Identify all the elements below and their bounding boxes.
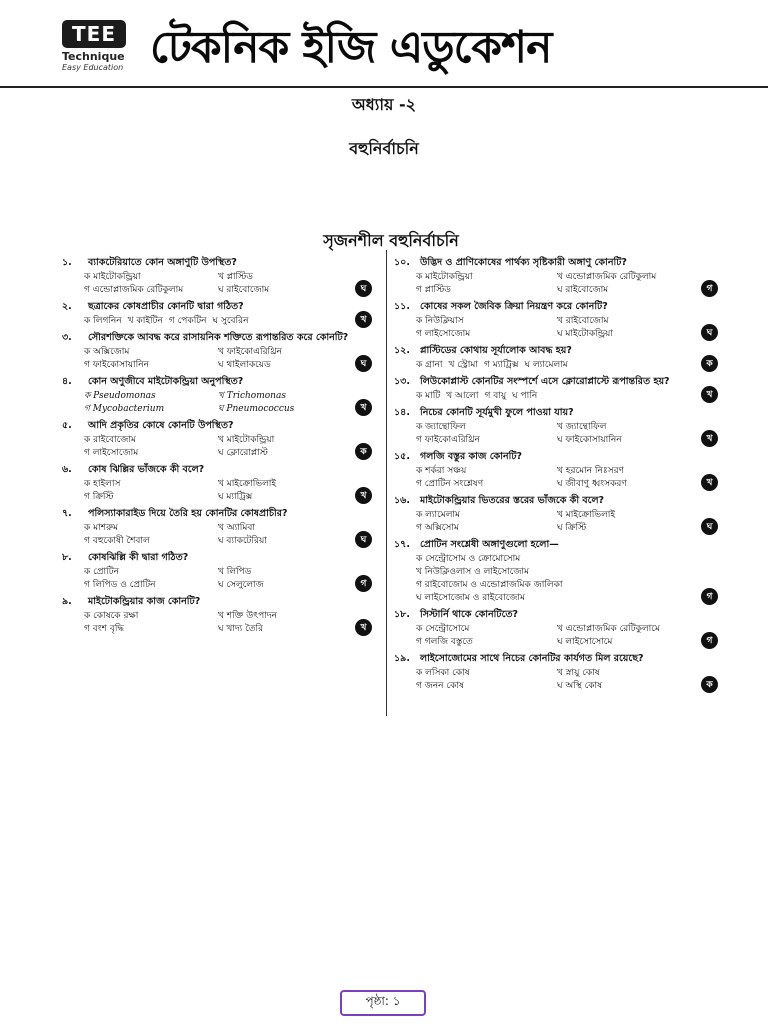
question-stem: কোষের সকল জৈবিক ক্রিয়া নিয়ন্ত্রণ করে কোনটি? <box>420 301 608 312</box>
answer-option[interactable]: গ অক্সিসোম <box>416 523 459 533</box>
answer-option[interactable]: ঘ ল্যামেলাম <box>524 360 568 370</box>
option-list <box>394 390 698 403</box>
answer-option[interactable]: ক লসিকা কোষ <box>416 668 470 678</box>
question-text <box>394 652 698 665</box>
answer-option[interactable]: গ বংশ বৃদ্ধি <box>84 624 125 634</box>
option-list <box>394 623 698 649</box>
answer-option[interactable]: খ মাইক্রোভিলাই <box>218 479 277 489</box>
question-item <box>394 538 720 605</box>
answer-key-badge: ঘ <box>701 324 718 341</box>
question-stem: কোষ ঝিল্লির ভাঁজকে কী বলে? <box>88 464 205 475</box>
question-number: ৯. <box>62 596 72 607</box>
answer-option[interactable]: গ প্রোটিন সংশ্লেষণ <box>416 479 484 489</box>
question-number: ৮. <box>62 552 72 563</box>
answer-option[interactable]: খ ফাইকোএরিথ্রিন <box>218 347 282 357</box>
answer-option[interactable]: খ এন্ডোপ্লাজমিক রেটিকুলাম <box>557 272 657 282</box>
answer-option[interactable]: গ বহুকোষী শৈবাল <box>84 536 150 546</box>
answer-key-badge: গ <box>701 280 718 297</box>
option-list <box>62 434 352 460</box>
answer-option[interactable]: ঘ সুবেরিন <box>212 316 249 326</box>
question-item <box>62 595 374 636</box>
answer-option[interactable]: খ Trichomonas <box>218 391 286 401</box>
answer-key-badge: ঘ <box>355 280 372 297</box>
question-text <box>62 331 352 344</box>
answer-option[interactable]: ক মাশরুম <box>84 523 118 533</box>
answer-option[interactable]: ঘ জীবাণু ধ্বংসকরণ <box>557 479 627 489</box>
question-stem: কোষঝিল্লি কী দ্বারা গঠিত? <box>88 552 189 563</box>
question-stem: লাইসোজোমের সাথে নিচের কোনটির কার্যগত মিল রয়েছে? <box>420 653 644 664</box>
question-item <box>394 406 720 447</box>
answer-option[interactable]: গ প্লাস্টিড <box>416 285 451 295</box>
answer-option[interactable]: খ জ্যান্থোফিল <box>557 422 607 432</box>
answer-option[interactable]: ক কোষকে রক্ষা <box>84 611 139 621</box>
option-list <box>394 271 698 297</box>
answer-option[interactable]: খ অ্যামিবা <box>218 523 255 533</box>
option-list <box>62 271 352 297</box>
option-list <box>62 566 352 592</box>
question-item <box>394 375 720 403</box>
answer-key-badge: ঘ <box>355 355 372 372</box>
question-stem: আদি প্রকৃতির কোষে কোনটি উপস্থিত? <box>88 420 234 431</box>
question-stem: সিস্টার্নি থাকে কোনটিতে? <box>420 609 519 620</box>
answer-option[interactable]: ক প্রোটিন <box>84 567 119 577</box>
question-text <box>394 256 698 269</box>
answer-option[interactable]: গ ফাইকোএরিথ্রিন <box>416 435 480 445</box>
question-stem: সৌরশক্তিকে আবদ্ধ করে রাসায়নিক শক্তিতে রূপান্তরিত করে কোনটি? <box>88 332 349 343</box>
question-number: ৪. <box>62 376 72 387</box>
question-stem: লিউকোপ্লাস্ট কোনটির সংস্পর্শে এসে ক্লোরোপ্লাস্টে রূপান্তরিত হয়? <box>420 376 670 387</box>
answer-option[interactable]: গ ফাইকোসায়ানিন <box>84 360 149 370</box>
question-item <box>62 300 374 328</box>
option-list <box>62 390 352 416</box>
answer-option[interactable]: ক অক্সিজোম <box>84 347 130 357</box>
answer-option[interactable]: ঘ রাইবোজোম <box>218 285 270 295</box>
question-text <box>394 375 698 388</box>
option-list <box>394 509 698 535</box>
answer-key-badge: খ <box>701 474 718 491</box>
question-stem: প্লাস্টিডের কোথায় সূর্যালোক আবদ্ধ হয়? <box>420 345 572 356</box>
question-item <box>62 507 374 548</box>
answer-option[interactable]: ক সেন্ট্রোসোমে <box>416 624 470 634</box>
question-number: ১৭. <box>394 539 410 550</box>
answer-option[interactable]: খ মাইক্রোভিলাই <box>557 510 616 520</box>
question-number: ১০. <box>394 257 410 268</box>
answer-option[interactable]: ঘ ফাইকোসায়ানিন <box>557 435 622 445</box>
answer-option[interactable]: খ রাইবোজোম <box>557 316 609 326</box>
answer-option[interactable]: ক মাইটোকন্ড্রিয়া <box>416 272 473 282</box>
answer-key-badge: খ <box>355 311 372 328</box>
answer-option[interactable]: ক গ্রানা <box>416 360 443 370</box>
option-list <box>62 610 352 636</box>
question-number: ১৮. <box>394 609 410 620</box>
answer-option[interactable]: গ বায়ু <box>484 391 507 401</box>
question-item <box>394 256 720 297</box>
question-stem: প্রোটিন সংশ্লেষী অঙ্গাণুগুলো হলো— <box>420 539 559 550</box>
question-item <box>62 256 374 297</box>
answer-option[interactable]: ঘ ক্লোরোপ্লাস্ট <box>218 448 268 458</box>
option-list <box>394 553 698 605</box>
question-item <box>62 331 374 372</box>
answer-option[interactable]: গ লিপিড ও প্রোটিন <box>84 580 156 590</box>
question-text <box>62 300 352 313</box>
answer-option[interactable]: খ স্নায়ু কোষ <box>557 668 600 678</box>
answer-option[interactable]: গ গলজি বস্তুতে <box>416 637 473 647</box>
question-number: ১৬. <box>394 495 410 506</box>
option-list <box>62 315 352 328</box>
question-stem: ছত্রাকের কোষপ্রাচীর কোনটি দ্বারা গঠিত? <box>88 301 244 312</box>
answer-option[interactable]: ঘ সেলুলোজ <box>218 580 264 590</box>
question-item <box>394 450 720 491</box>
question-item <box>394 608 720 649</box>
answer-key-badge: ক <box>701 676 718 693</box>
answer-option[interactable]: ঘ পানি <box>512 391 538 401</box>
option-list <box>394 667 698 693</box>
answer-option[interactable]: খ হরমোন নিঃসরণ <box>557 466 624 476</box>
question-item <box>62 463 374 504</box>
answer-key-badge: ঘ <box>701 518 718 535</box>
page-header <box>0 0 768 90</box>
question-stem: উদ্ভিদ ও প্রাণিকোষের পার্থক্য সৃষ্টিকারী অঙ্গাণু কোনটি? <box>420 257 627 268</box>
site-title: টেকনিক ইজি এডুকেশন <box>150 22 552 73</box>
option-list <box>62 346 352 372</box>
question-item <box>62 551 374 592</box>
answer-option[interactable]: খ আলো <box>446 391 479 401</box>
answer-option[interactable]: খ শক্তি উৎপাদন <box>218 611 277 621</box>
answer-option[interactable]: ঘ খাদ্য তৈরি <box>218 624 264 634</box>
answer-option[interactable]: গ পেকটিন <box>168 316 207 326</box>
answer-option[interactable]: ক সেন্ট্রোসোম ও ক্রোমোসোম <box>416 554 521 564</box>
sheet-title: সৃজনশীল বহুনির্বাচনি <box>323 231 459 250</box>
question-number: ১. <box>62 257 72 268</box>
option-list <box>394 359 698 372</box>
question-stem: ব্যাকটেরিয়াতে কোন অঙ্গাণুটি উপস্থিত? <box>88 257 237 268</box>
brand-logo[interactable] <box>62 20 128 78</box>
question-number: ১৯. <box>394 653 410 664</box>
logo-wordmark: Technique <box>62 50 125 63</box>
answer-option[interactable]: ঘ ব্যাকটেরিয়া <box>218 536 267 546</box>
header-divider <box>0 86 768 88</box>
option-list <box>394 465 698 491</box>
question-item <box>62 419 374 460</box>
answer-option[interactable]: ঘ অস্থি কোষ <box>557 681 603 691</box>
answer-key-badge: খ <box>701 430 718 447</box>
column-divider <box>386 250 387 716</box>
question-number: ১১. <box>394 301 410 312</box>
question-text <box>62 463 352 476</box>
mcq-sheet <box>58 228 724 718</box>
answer-option[interactable]: গ Mycobacterium <box>84 404 165 414</box>
answer-key-badge: খ <box>355 619 372 636</box>
question-stem: মাইটোকন্ড্রিয়ার কাজ কোনটি? <box>88 596 201 607</box>
question-number: ১২. <box>394 345 410 356</box>
answer-option[interactable]: গ ক্রিস্টি <box>84 492 114 502</box>
option-list <box>394 421 698 447</box>
question-text <box>394 300 698 313</box>
answer-option[interactable]: ক মাটি <box>416 391 441 401</box>
question-text <box>62 595 352 608</box>
answer-option[interactable]: ক লিগনিন <box>84 316 122 326</box>
question-stem: গলজি বস্তুর কাজ কোনটি? <box>420 451 523 462</box>
question-text <box>62 507 352 520</box>
answer-option[interactable]: খ মাইটোকন্ড্রিয়া <box>218 435 275 445</box>
question-number: ৩. <box>62 332 72 343</box>
answer-option[interactable]: ঘ লাইসোজোম ও রাইবোজোম <box>416 593 525 603</box>
answer-option[interactable]: গ লাইসোজোম <box>84 448 139 458</box>
answer-option[interactable]: খ এন্ডোপ্লাজমিক রেটিকুলামে <box>557 624 660 634</box>
answer-option[interactable]: গ জনন কোষ <box>416 681 464 691</box>
topic-heading: বহুনির্বাচনি <box>349 139 419 158</box>
logo-badge: TEE <box>62 20 126 48</box>
answer-key-badge: গ <box>701 632 718 649</box>
answer-option[interactable]: ঘ ক্রিস্টি <box>557 523 587 533</box>
answer-option[interactable]: ঘ মাইটোকন্ড্রিয়া <box>557 329 613 339</box>
answer-key-badge: খ <box>355 487 372 504</box>
answer-option[interactable]: ক ল্যামেলাম <box>416 510 461 520</box>
question-number: ১৩. <box>394 376 410 387</box>
answer-option[interactable]: ক রাইবোজোম <box>84 435 136 445</box>
answer-option[interactable]: খ লিপিড <box>218 567 252 577</box>
question-item <box>394 494 720 535</box>
answer-option[interactable]: গ এন্ডোপ্লাজমিক রেটিকুলাম <box>84 285 184 295</box>
question-item <box>62 375 374 416</box>
answer-option[interactable]: ঘ থাইলাকয়েড <box>218 360 271 370</box>
answer-option[interactable]: খ কাইটিন <box>127 316 163 326</box>
option-list <box>394 315 698 341</box>
question-number: ২. <box>62 301 72 312</box>
answer-key-badge: গ <box>355 575 372 592</box>
answer-option[interactable]: ক Pseudomonas <box>84 391 156 401</box>
question-stem: নিচের কোনটি সূর্যমুখী ফুলে পাওয়া যায়? <box>420 407 574 418</box>
question-column-right <box>394 256 720 696</box>
question-text <box>62 256 352 269</box>
logo-tagline: Easy Education <box>62 63 124 72</box>
question-text <box>394 538 698 551</box>
answer-option[interactable]: খ নিউক্লিওলাস ও লাইসোজোম <box>416 567 530 577</box>
answer-key-badge: গ <box>701 588 718 605</box>
answer-option[interactable]: ঘ রাইবোজোম <box>557 285 609 295</box>
answer-option[interactable]: ঘ ম্যাট্রিক্স <box>218 492 253 502</box>
question-number: ১৫. <box>394 451 410 462</box>
question-text <box>394 450 698 463</box>
question-text <box>394 344 698 357</box>
chapter-heading: অধ্যায় -২ <box>351 95 417 114</box>
question-number: ৭. <box>62 508 72 519</box>
answer-key-badge: ক <box>701 355 718 372</box>
question-number: ৬. <box>62 464 72 475</box>
answer-option[interactable]: ক জ্যান্থোফিল <box>416 422 466 432</box>
answer-key-badge: ক <box>355 443 372 460</box>
answer-key-badge: খ <box>701 386 718 403</box>
question-text <box>394 406 698 419</box>
question-item <box>394 652 720 693</box>
answer-option[interactable]: ঘ Pneumococcus <box>218 404 295 414</box>
question-stem: মাইটোকন্ড্রিয়ার ভিতরের স্তরের ভাঁজকে কী বলে? <box>420 495 605 506</box>
question-stem: কোন অণুজীবে মাইটোকন্ড্রিয়া অনুপস্থিত? <box>88 376 244 387</box>
answer-option[interactable]: গ লাইসোজোম <box>416 329 471 339</box>
question-text <box>394 494 698 507</box>
answer-option[interactable]: ক মাইটোকন্ড্রিয়া <box>84 272 141 282</box>
question-stem: পলিস্যাকারাইড দিয়ে তৈরি হয় কোনটির কোষপ্রাচীর? <box>88 508 288 519</box>
answer-option[interactable]: খ প্লাস্টিড <box>218 272 253 282</box>
question-item <box>394 300 720 341</box>
answer-option[interactable]: ঘ লাইসোসোমে <box>557 637 613 647</box>
answer-option[interactable]: গ ম্যাট্রিক্স <box>483 360 519 370</box>
question-column-left <box>62 256 374 639</box>
question-item <box>394 344 720 372</box>
question-number: ৫. <box>62 420 72 431</box>
answer-option[interactable]: ক হাইলাস <box>84 479 121 489</box>
question-number: ১৪. <box>394 407 410 418</box>
answer-option[interactable]: ক শর্করা সঞ্চয় <box>416 466 467 476</box>
answer-option[interactable]: ক নিউক্লিয়াস <box>416 316 464 326</box>
page-number: পৃষ্ঠা: ১ <box>340 990 426 1016</box>
answer-key-badge: ঘ <box>355 531 372 548</box>
answer-option[interactable]: খ স্ট্রোমা <box>448 360 478 370</box>
question-text <box>62 419 352 432</box>
option-list <box>62 478 352 504</box>
question-text <box>62 551 352 564</box>
option-list <box>62 522 352 548</box>
answer-key-badge: খ <box>355 399 372 416</box>
question-text <box>62 375 352 388</box>
answer-option[interactable]: গ রাইবোজোম ও এন্ডোপ্লাজমিক জালিকা <box>416 580 563 590</box>
question-text <box>394 608 698 621</box>
